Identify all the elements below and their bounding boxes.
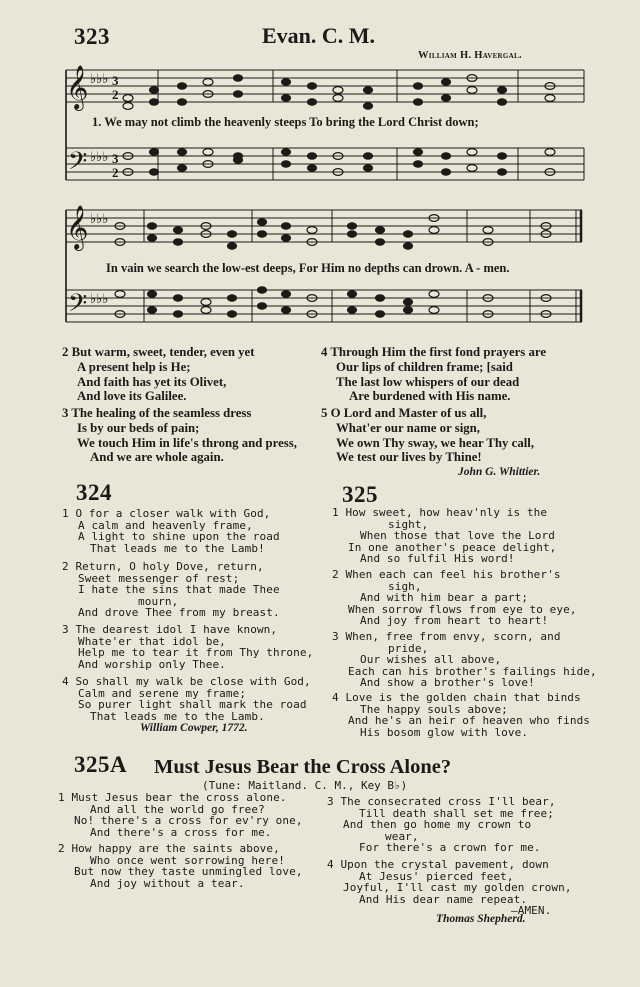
- verse-line: 4 Love is the golden chain that binds: [332, 691, 581, 704]
- verse-line: 1 O for a closer walk with God,: [62, 507, 271, 520]
- verse-line: And worship only Thee.: [78, 657, 226, 671]
- svg-text:𝄞: 𝄞: [66, 207, 89, 249]
- hymn-325a-number: 325A: [74, 752, 128, 777]
- hymn-325-verse-1: [332, 507, 556, 565]
- hymn-323-author: John G. Whittier.: [458, 466, 541, 478]
- verse-line: 3 When, free from envy, scorn, and: [332, 630, 561, 643]
- hymn-324-verse-1: [62, 508, 280, 554]
- verse-line: In one another's peace delight,: [348, 540, 557, 554]
- verse-line: 4 Upon the crystal pavement, down: [327, 858, 549, 871]
- verse-line: And there's a cross for me.: [90, 825, 272, 839]
- verse-line: And show a brother's love!: [360, 676, 535, 690]
- verse-line: That leads me to the Lamb.: [90, 709, 265, 723]
- verse-line: When those that love the Lord: [360, 529, 555, 543]
- hymn-323-verse-5: [321, 406, 534, 465]
- hymn-325a-tune-note: (Tune: Maitland. C. M., Key B♭): [202, 779, 408, 792]
- verse-line: Help me to tear it from Thy throne,: [78, 646, 314, 660]
- verse-line: wear,: [385, 829, 419, 843]
- verse-line: His bosom glow with love.: [360, 725, 529, 739]
- verse-line: No! there's a cross for ev'ry one,: [74, 814, 303, 828]
- verse-line: And drove Thee from my breast.: [78, 606, 280, 620]
- svg-text:𝄢: 𝄢: [68, 290, 88, 323]
- verse-line: 2 Return, O holy Dove, return,: [62, 560, 264, 573]
- verse-line: But now they taste unmingled love,: [74, 865, 303, 879]
- hymn-324-author: William Cowper, 1772.: [140, 722, 248, 734]
- verse-line: A present help is He;: [77, 359, 191, 374]
- verse-line: 2 When each can feel his brother's: [332, 568, 561, 581]
- verse-line: Who once went sorrowing here!: [90, 853, 285, 867]
- verse-line: 3 The dearest idol I have known,: [62, 623, 278, 636]
- verse-line: A calm and heavenly frame,: [78, 518, 253, 532]
- verse-line: 5 O Lord and Master of us all,: [321, 406, 487, 420]
- verse-line: Sweet messenger of rest;: [78, 571, 240, 585]
- verse-line: Are burdened with His name.: [349, 389, 511, 404]
- verse-line: We test our lives by Thine!: [336, 450, 482, 465]
- verse-line: What'er our name or sign,: [336, 420, 480, 435]
- hymn-324-number: 324: [76, 480, 112, 505]
- hymn-323-verse-3: [62, 406, 297, 465]
- verse-line: I hate the sins that made Thee: [78, 583, 280, 597]
- svg-text:𝄢: 𝄢: [68, 148, 88, 181]
- verse-line: And with him bear a part;: [360, 591, 529, 605]
- verse-line: And love its Galilee.: [77, 389, 187, 404]
- svg-text:♭♭♭: ♭♭♭: [90, 211, 109, 226]
- verse-line: The last low whispers of our dead: [336, 374, 520, 389]
- hymn-325-verse-2: [332, 569, 577, 627]
- verse-line: Our lips of children frame; [said: [336, 359, 513, 374]
- verse-line: And all the world go free?: [90, 802, 265, 816]
- verse-line: 3 The healing of the seamless dress: [62, 406, 252, 420]
- svg-text:♭♭♭: ♭♭♭: [90, 291, 109, 306]
- verse-line: Our wishes all above,: [360, 653, 502, 667]
- verse-line: Till death shall set me free;: [359, 806, 554, 820]
- verse-line: And so fulfil His word!: [360, 552, 515, 566]
- svg-text:3: 3: [112, 73, 119, 88]
- verse-line: sight,: [388, 517, 429, 531]
- hymn-324-verse-2: [62, 561, 280, 619]
- hymn-325-number: 325: [342, 482, 378, 507]
- verse-line: 1 How sweet, how heav'nly is the: [332, 506, 548, 519]
- hymn-325a-verse-3: [327, 796, 556, 854]
- hymn-325-verse-4: [332, 692, 590, 738]
- hymn-325a-title: Must Jesus Bear the Cross Alone?: [154, 756, 452, 778]
- hymn-323-lyric-line-2: In vain we search the low-est deeps, For Him no depths can drown. A - men.: [106, 261, 510, 275]
- svg-text:2: 2: [112, 87, 119, 102]
- verse-line: When sorrow flows from eye to eye,: [348, 602, 577, 616]
- hymn-325a-verse-1: [58, 792, 303, 838]
- verse-line: 4 Through Him the first fond prayers are: [321, 345, 547, 359]
- verse-line: A light to shine upon the road: [78, 530, 280, 544]
- verse-line: And faith has yet its Olivet,: [77, 374, 227, 389]
- verse-line: And then go home my crown to: [343, 818, 532, 832]
- verse-line: —AMEN.: [511, 904, 552, 918]
- verse-line: 4 So shall my walk be close with God,: [62, 675, 311, 688]
- hymn-324-verse-4: [62, 676, 311, 722]
- svg-text:♭♭♭: ♭♭♭: [90, 71, 109, 86]
- verse-line: And His dear name repeat.: [359, 892, 528, 906]
- hymn-325a-author: Thomas Shepherd.: [436, 913, 526, 925]
- verse-line: 3 The consecrated cross I'll bear,: [327, 795, 556, 808]
- verse-line: Is by our beds of pain;: [77, 420, 200, 435]
- verse-line: And we are whole again.: [90, 450, 224, 465]
- verse-line: Whate'er that idol be,: [78, 634, 226, 648]
- svg-text:♭♭♭: ♭♭♭: [90, 149, 109, 164]
- verse-line: pride,: [388, 641, 429, 655]
- verse-line: We own Thy sway, we hear Thy call,: [336, 435, 535, 450]
- hymn-323-lyric-line-1: 1. We may not climb the heavenly steeps To bring the Lord Christ down;: [92, 115, 479, 129]
- hymn-323-number: 323: [74, 24, 110, 49]
- verse-line: Joyful, I'll cast my golden crown,: [343, 881, 572, 895]
- verse-line: At Jesus' pierced feet,: [359, 869, 514, 883]
- verse-line: 1 Must Jesus bear the cross alone.: [58, 791, 287, 804]
- verse-line: And he's an heir of heaven who finds: [348, 714, 591, 728]
- svg-text:3: 3: [112, 151, 119, 166]
- hymn-323-tune: Evan. C. M.: [262, 23, 376, 48]
- verse-line: So purer light shall mark the road: [78, 698, 307, 712]
- hymn-325a-verse-2: [58, 843, 303, 889]
- verse-line: That leads me to the Lamb!: [90, 541, 265, 555]
- verse-line: Each can his brother's failings hide,: [348, 664, 597, 678]
- svg-text:𝄞: 𝄞: [66, 67, 89, 109]
- verse-line: 2 But warm, sweet, tender, even yet: [62, 345, 255, 359]
- verse-line: mourn,: [138, 594, 179, 608]
- verse-line: And joy from heart to heart!: [360, 614, 549, 628]
- music-system-1: [62, 62, 592, 202]
- verse-line: Calm and serene my frame;: [78, 686, 247, 700]
- hymn-323-verse-4: [321, 345, 546, 404]
- verse-line: We touch Him in life's throng and press,: [77, 435, 297, 450]
- svg-text:2: 2: [112, 165, 119, 180]
- hymn-323-verse-2: [62, 345, 255, 404]
- verse-line: The happy souls above;: [360, 702, 508, 716]
- verse-line: 2 How happy are the saints above,: [58, 842, 280, 855]
- hymn-323-composer: William H. Havergal.: [418, 50, 522, 61]
- hymn-324-verse-3: [62, 624, 313, 670]
- hymn-325a-verse-4: [327, 859, 572, 917]
- verse-line: sigh,: [388, 579, 422, 593]
- verse-line: And joy without a tear.: [90, 876, 245, 890]
- verse-line: For there's a crown for me.: [359, 841, 541, 855]
- hymn-325-verse-3: [332, 631, 597, 689]
